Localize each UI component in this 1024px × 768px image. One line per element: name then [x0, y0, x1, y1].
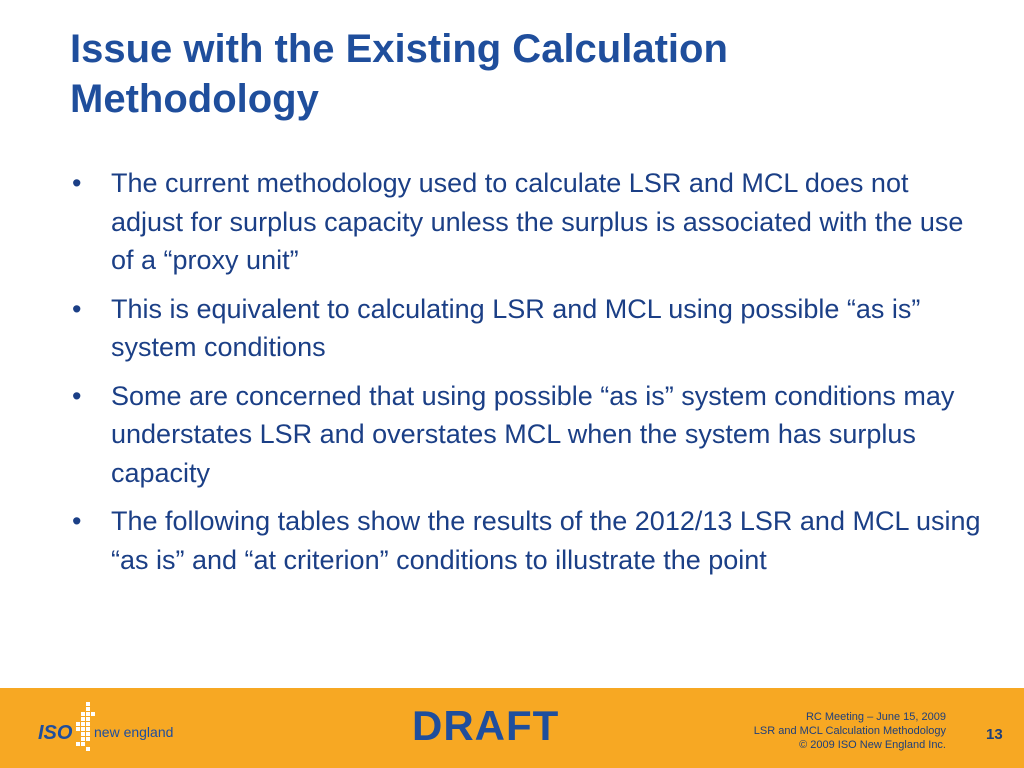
bullet-icon: • — [72, 380, 82, 411]
bullet-item — [72, 377, 987, 493]
copyright-line: © 2009 ISO New England Inc. — [799, 739, 946, 751]
meeting-line: RC Meeting – June 15, 2009 — [805, 711, 946, 723]
footer-info — [646, 710, 946, 752]
slide-title: Issue with the Existing Calculation Methodology — [70, 27, 728, 121]
subtitle-line: LSR and MCL Calculation Methodology — [753, 725, 946, 737]
bullet-text: The current methodology used to calculate LSR and MCL does not adjust for surplus capacity unless the surplus is associated with the use of a “proxy unit” — [111, 168, 964, 275]
bullet-item — [72, 164, 987, 280]
draft-label: DRAFT — [412, 702, 560, 749]
page-number: 13 — [986, 726, 1003, 743]
bullet-text: Some are concerned that using possible “as is” system conditions may understates LSR and overstates MCL when the system has surplus capacity — [111, 380, 955, 488]
bullet-text: The following tables show the results of the 2012/13 LSR and MCL using “as is” and “at criterion” conditions to illustrate the point — [111, 506, 981, 575]
bullet-list — [72, 164, 987, 589]
logo-iso-text: ISO — [38, 722, 73, 744]
bullet-item — [72, 502, 987, 579]
new-england-map-icon — [76, 702, 96, 752]
bullet-icon: • — [72, 506, 82, 536]
bullet-text: This is equivalent to calculating LSR and MCL using possible “as is” system conditions — [111, 293, 921, 362]
bullet-icon: • — [72, 293, 82, 324]
footer-band — [0, 688, 1024, 768]
logo-new-england-text: new england — [94, 724, 174, 740]
bullet-icon: • — [72, 168, 82, 198]
bullet-item — [72, 290, 987, 367]
iso-new-england-logo — [36, 700, 186, 756]
